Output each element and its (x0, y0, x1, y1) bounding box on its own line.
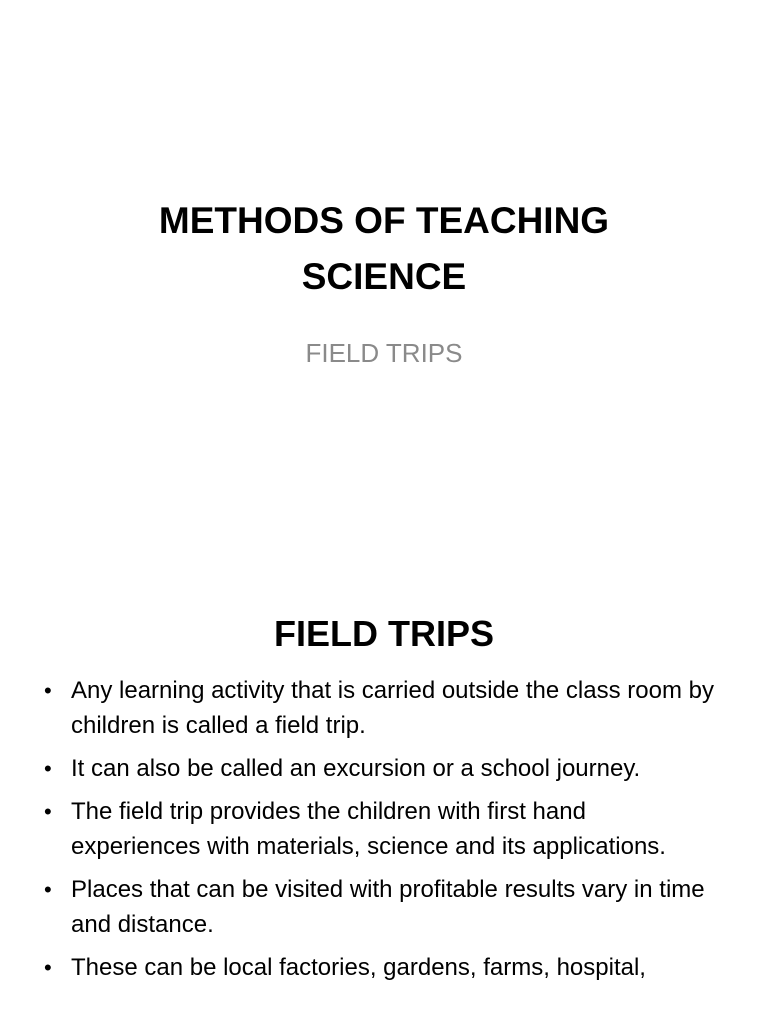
bullet-icon: • (44, 756, 52, 781)
presentation-title: METHODS OF TEACHING SCIENCE (158, 200, 610, 297)
bullet-icon: • (44, 877, 52, 902)
bullet-icon: • (44, 678, 52, 703)
presentation-subtitle: FIELD TRIPS (305, 338, 463, 368)
bullet-item (40, 872, 720, 942)
bullet-icon: • (44, 799, 52, 824)
bullet-text: Places that can be visited with profitable results vary in time and distance. (71, 876, 705, 938)
slide-title: FIELD TRIPS (273, 613, 494, 654)
content-slide (0, 576, 768, 1024)
bullet-item (40, 751, 720, 786)
bullet-icon: • (44, 955, 52, 980)
bullet-list (40, 673, 720, 993)
bullet-text: The field trip provides the children with first hand experiences with materials, science and its applications. (71, 798, 666, 860)
bullet-item (40, 794, 720, 864)
bullet-item (40, 673, 720, 743)
bullet-text: These can be local factories, gardens, farms, hospital, (71, 954, 646, 981)
bullet-item (40, 950, 720, 985)
bullet-text: Any learning activity that is carried outside the class room by children is called a field trip. (71, 677, 714, 739)
bullet-text: It can also be called an excursion or a school journey. (71, 755, 641, 782)
